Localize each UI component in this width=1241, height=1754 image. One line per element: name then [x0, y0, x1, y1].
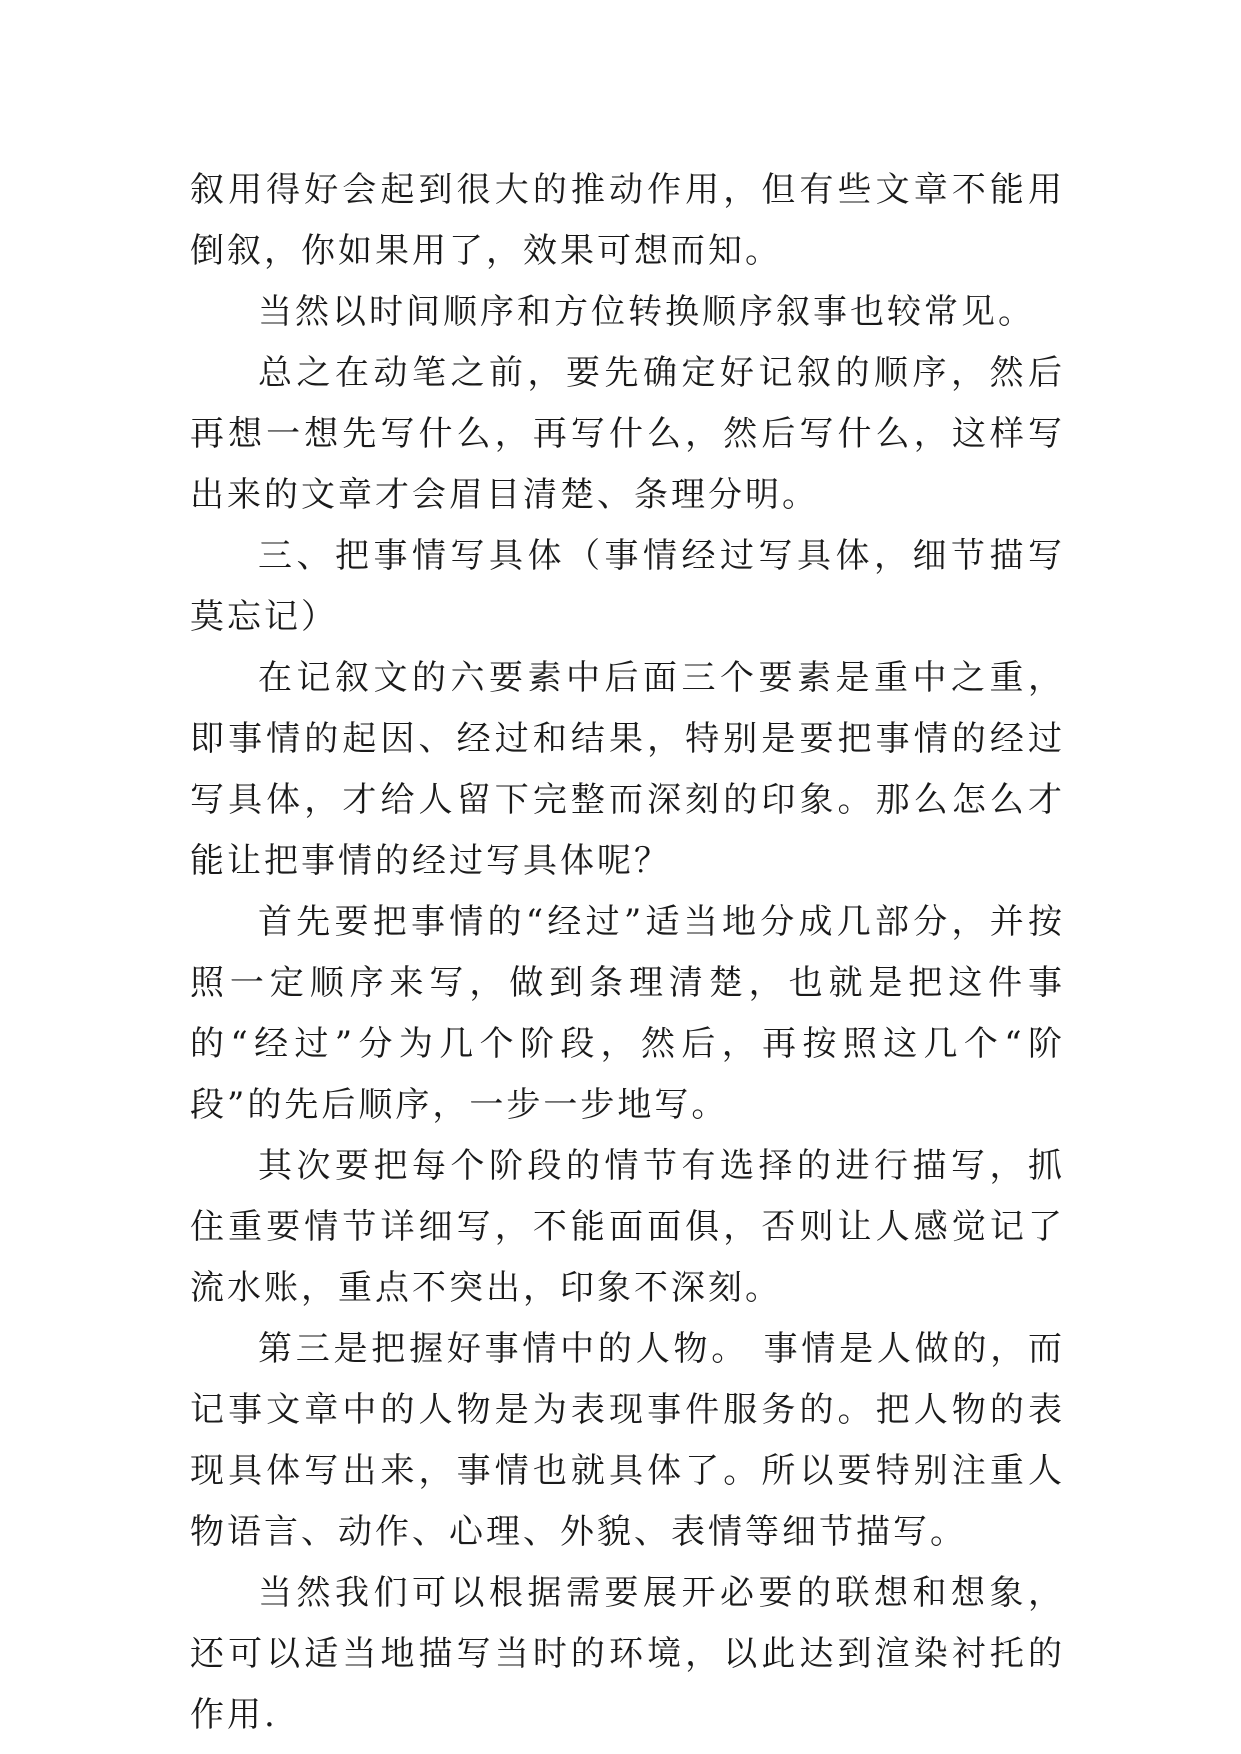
section-heading: 三、把事情写具体（事情经过写具体，细节描写莫忘记） [190, 536, 1065, 637]
paragraph-9: 当然我们可以根据需要展开必要的联想和想象，还可以适当地描写当时的环境，以此达到渲染衬托的作用. [190, 1573, 1065, 1735]
paragraph-7: 其次要把每个阶段的情节有选择的进行描写，抓住重要情节详细写，不能面面俱，否则让人感觉记了流水账，重点不突出，印象不深刻。 [190, 1146, 1065, 1308]
paragraph-5: 在记叙文的六要素中后面三个要素是重中之重，即事情的起因、经过和结果，特别是要把事情的经过写具体，才给人留下完整而深刻的印象。那么怎么才能让把事情的经过写具体呢？ [190, 658, 1065, 881]
paragraph-6: 首先要把事情的“经过”适当地分成几部分，并按照一定顺序来写，做到条理清楚，也就是把这件事的“经过”分为几个阶段，然后，再按照这几个“阶段”的先后顺序，一步一步地写。 [190, 902, 1065, 1125]
paragraph-1: 叙用得好会起到很大的推动作用，但有些文章不能用倒叙，你如果用了，效果可想而知。 [190, 170, 1065, 271]
paragraph-3: 总之在动笔之前，要先确定好记叙的顺序，然后再想一想先写什么，再写什么，然后写什么，这样写出来的文章才会眉目清楚、条理分明。 [190, 353, 1065, 515]
paragraph-8: 第三是把握好事情中的人物。 事情是人做的，而记事文章中的人物是为表现事件服务的。把人物的表现具体写出来，事情也就具体了。所以要特别注重人物语言、动作、心理、外貌、表情等细节描写。 [190, 1329, 1065, 1552]
document-body [190, 160, 1065, 1746]
paragraph-2: 当然以时间顺序和方位转换顺序叙事也较常见。 [258, 292, 1035, 332]
